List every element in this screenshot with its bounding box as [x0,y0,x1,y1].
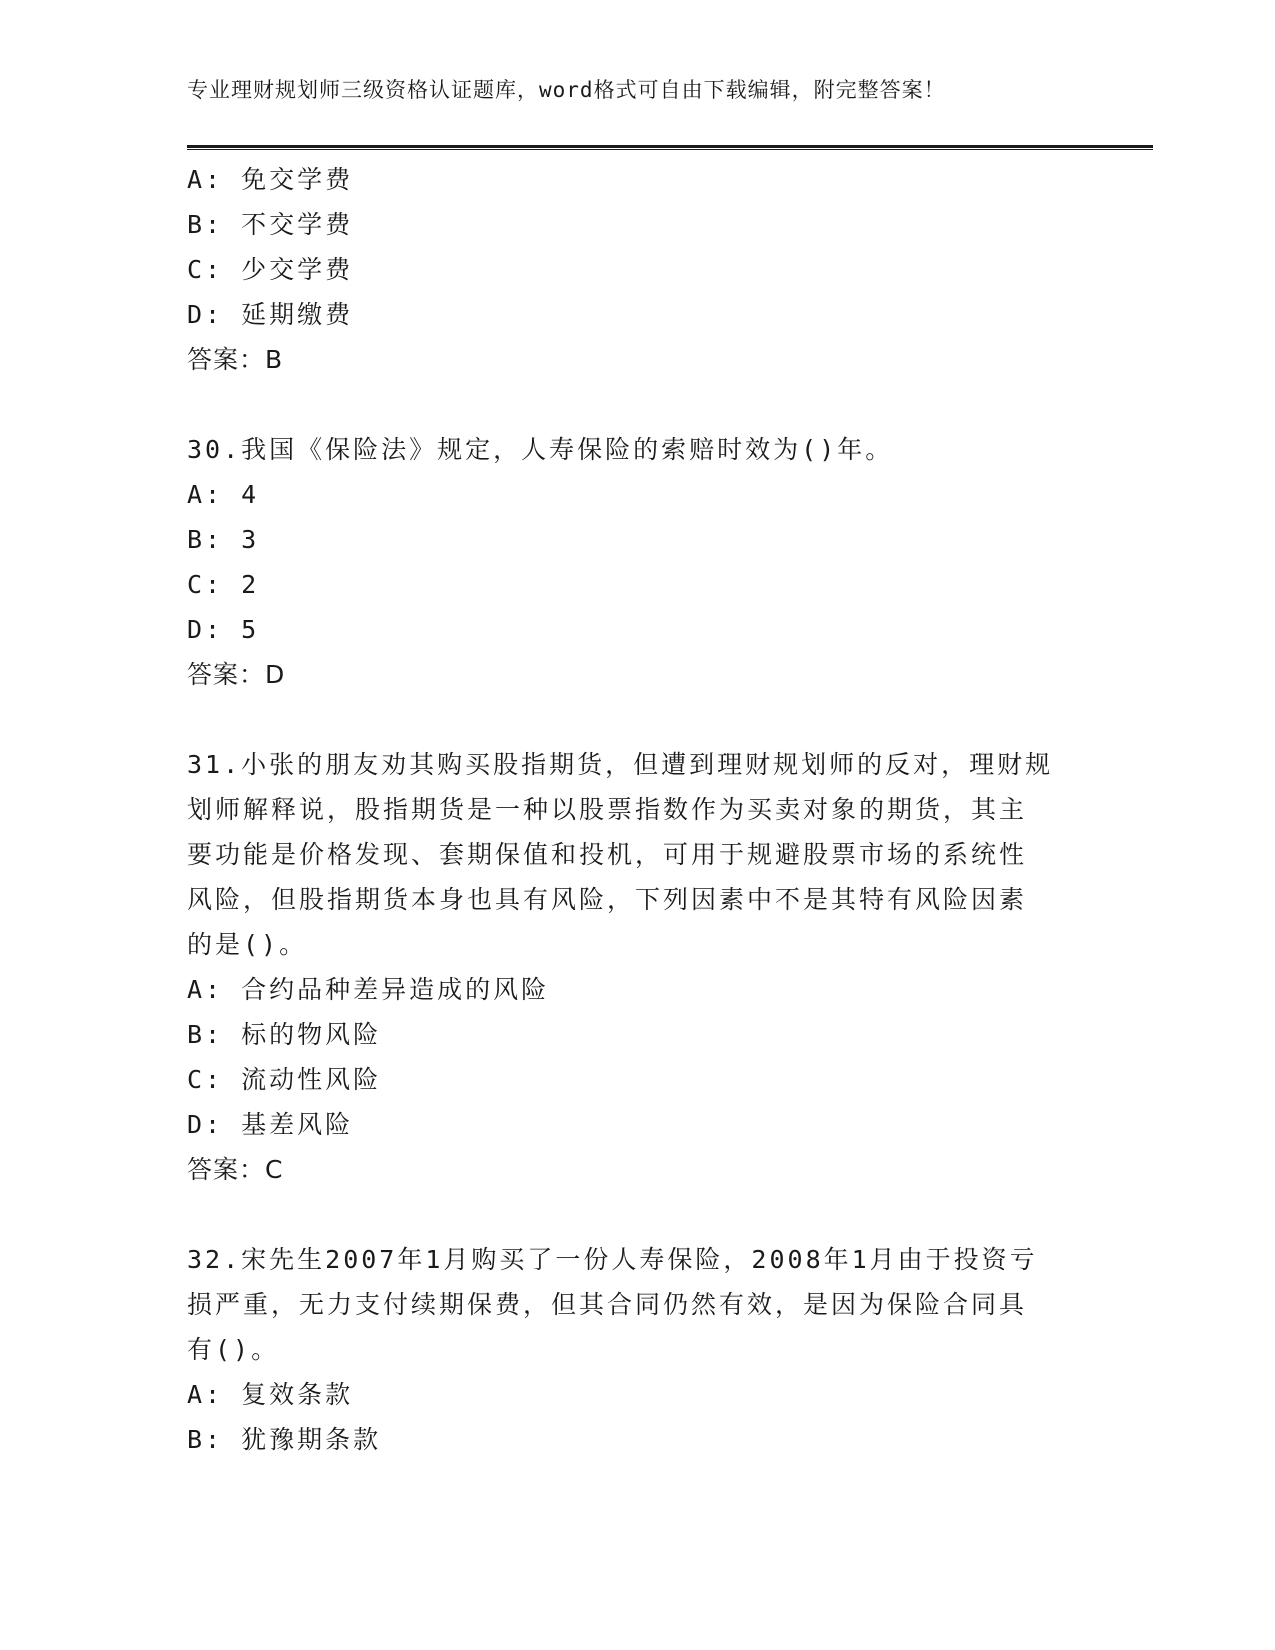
header-divider [187,145,1153,150]
question-text [187,427,1087,472]
option-b: B: 标的物风险 [187,1020,382,1049]
option-d: D: 基差风险 [187,1110,354,1139]
page-header: 专业理财规划师三级资格认证题库，word格式可自由下载编辑，附完整答案！ [187,78,946,102]
question-line: 划师解释说，股指期货是一种以股票指数作为买卖对象的期货，其主 [187,795,1028,824]
question-line: 30.我国《保险法》规定，人寿保险的索赔时效为()年。 [187,435,894,464]
question-line: 31.小张的朋友劝其购买股指期货，但遭到理财规划师的反对，理财规 [187,750,1054,779]
question-line: 的是()。 [187,930,308,959]
question-text [187,742,1087,967]
option-d: D: 5 [187,615,260,644]
option-a: A: 合约品种差异造成的风险 [187,975,550,1004]
spacer [187,697,1087,742]
question-line: 32.宋先生2007年1月购买了一份人寿保险，2008年1月由于投资亏 [187,1245,1038,1274]
question-line: 要功能是价格发现、套期保值和投机，可用于规避股票市场的系统性 [187,840,1028,869]
option-b: B: 3 [187,525,260,554]
answer-line: 答案：C [187,1155,284,1184]
spacer [187,1192,1087,1237]
question-block [187,1237,1087,1462]
question-line: 有()。 [187,1335,280,1364]
option-d: D: 延期缴费 [187,300,354,329]
spacer [187,382,1087,427]
option-b: B: 不交学费 [187,210,354,239]
question-block [187,157,1087,382]
answer-line: 答案：D [187,660,286,689]
answer-line: 答案：B [187,345,284,374]
question-text [187,1237,1087,1372]
option-a: A: 复效条款 [187,1380,354,1409]
question-line: 风险，但股指期货本身也具有风险，下列因素中不是其特有风险因素 [187,885,1028,914]
question-block [187,742,1087,1192]
question-list [187,157,1087,1462]
question-line: 损严重，无力支付续期保费，但其合同仍然有效，是因为保险合同具 [187,1290,1028,1319]
option-c: C: 流动性风险 [187,1065,382,1094]
option-c: C: 少交学费 [187,255,354,284]
option-c: C: 2 [187,570,260,599]
option-b: B: 犹豫期条款 [187,1425,382,1454]
option-a: A: 免交学费 [187,165,354,194]
question-block [187,427,1087,697]
option-a: A: 4 [187,480,260,509]
